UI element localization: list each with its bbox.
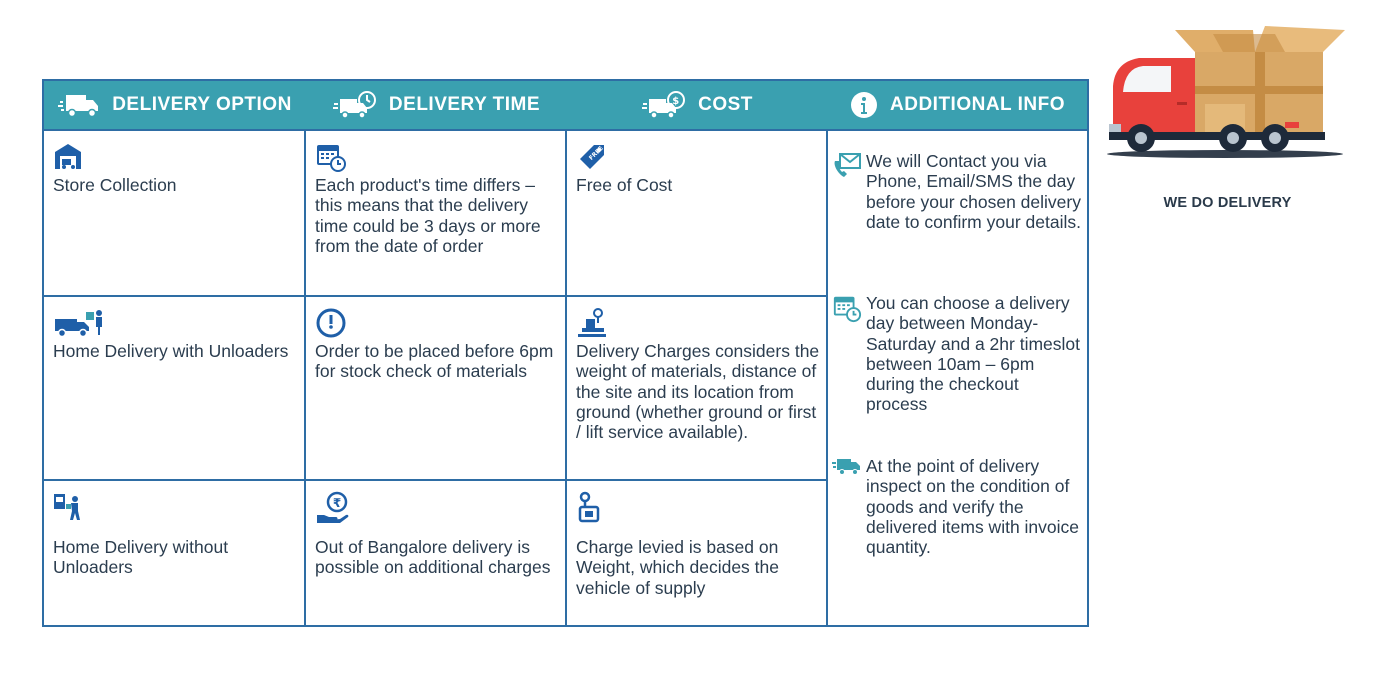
option-text: Store Collection	[53, 175, 177, 195]
side-caption: WE DO DELIVERY	[1163, 195, 1292, 211]
truck-clock-icon	[333, 90, 377, 120]
info-item-inspection	[832, 456, 1081, 557]
store-icon	[53, 141, 298, 173]
time-text: Each product's time differs – this means that the delivery time could be 3 days or more from the date of order	[315, 175, 541, 256]
column-cost	[567, 81, 828, 625]
header-delivery-option	[44, 81, 306, 129]
option-text: Home Delivery without Unloaders	[53, 537, 229, 578]
calendar-clock-icon	[832, 293, 866, 415]
cost-text: Free of Cost	[576, 175, 673, 195]
cell-cost-without-unloaders	[567, 481, 828, 598]
info-item-contact	[832, 151, 1081, 232]
weight-scale-icon	[576, 491, 820, 535]
truck-unloader-icon	[53, 307, 298, 339]
cell-cost-with-unloaders	[567, 297, 828, 442]
header-label: ADDITIONAL INFO	[890, 94, 1065, 115]
info-text: We will Contact you via Phone, Email/SMS the day before your chosen delivery date to confirm your details.	[866, 151, 1081, 232]
fast-truck-icon	[832, 456, 866, 557]
column-delivery-time	[306, 81, 567, 625]
svg-text:FREE: FREE	[587, 144, 605, 162]
cell-home-delivery-with-unloaders	[44, 297, 306, 361]
column-delivery-option	[44, 81, 306, 625]
time-text: Out of Bangalore delivery is possible on additional charges	[315, 537, 551, 578]
free-tag-icon	[576, 141, 820, 173]
delivery-truck-icon	[58, 92, 100, 118]
header-label: DELIVERY TIME	[388, 94, 541, 115]
cell-cost-store	[567, 131, 828, 195]
cell-time-store	[306, 131, 567, 256]
mail-phone-icon	[832, 151, 866, 232]
svg-text:₹: ₹	[332, 496, 342, 510]
time-text: Order to be placed before 6pm for stock check of materials	[315, 341, 554, 382]
cell-store-collection	[44, 131, 306, 195]
cell-time-without-unloaders	[306, 481, 567, 578]
svg-text:$: $	[672, 96, 680, 107]
option-text: Home Delivery with Unloaders	[53, 341, 289, 361]
cell-time-with-unloaders	[306, 297, 567, 382]
cost-text: Charge levied is based on Weight, which decides the vehicle of supply	[576, 537, 779, 598]
delivery-info-table	[42, 79, 1089, 627]
info-icon	[850, 91, 878, 119]
info-item-schedule	[832, 293, 1081, 415]
header-delivery-time	[306, 81, 567, 129]
info-text: You can choose a delivery day between Monday- Saturday and a 2hr timeslot between 10am – 6pm during the checkout process	[866, 293, 1081, 415]
delivery-truck-illustration	[1105, 24, 1350, 164]
info-text: At the point of delivery inspect on the condition of goods and verify the delivered items with invoice quantity.	[866, 456, 1080, 558]
header-additional-info	[828, 81, 1087, 129]
cell-home-delivery-without-unloaders	[44, 481, 306, 578]
weighing-scale-icon	[576, 307, 820, 339]
header-cost	[567, 81, 828, 129]
header-label: DELIVERY OPTION	[112, 94, 292, 115]
calendar-clock-icon	[315, 141, 559, 173]
column-additional-info	[828, 81, 1087, 625]
person-cart-icon	[53, 491, 298, 535]
truck-money-icon	[642, 90, 686, 120]
header-label: COST	[698, 94, 753, 115]
rupee-hand-icon	[315, 491, 559, 535]
cost-text: Delivery Charges considers the weight of materials, distance of the site and its location from ground (whether ground or first / lift service available).	[576, 341, 820, 443]
clock-icon	[315, 307, 559, 339]
